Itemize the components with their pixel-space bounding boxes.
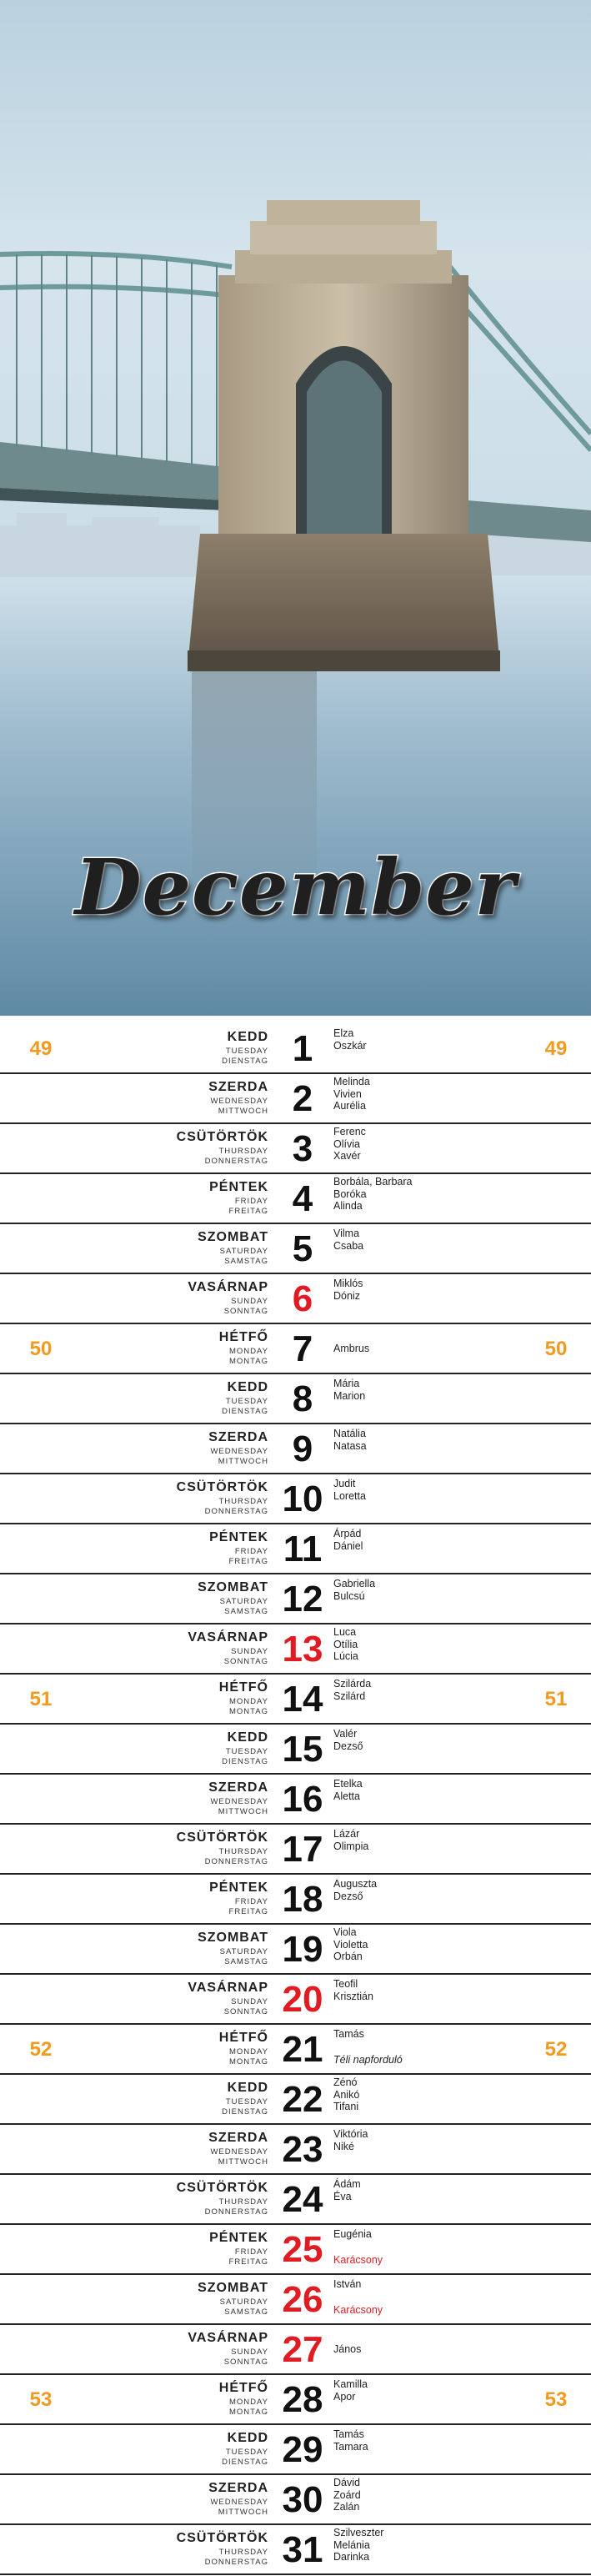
weekday-hu: SZERDA	[208, 1080, 268, 1094]
name-days	[333, 1828, 483, 1852]
day-row	[0, 1124, 591, 1174]
weekday-hu: CSÜTÖRTÖK	[176, 1130, 268, 1144]
weekday-hu: KEDD	[227, 1730, 268, 1745]
day-row	[0, 2475, 591, 2525]
weekday-de: MONTAG	[229, 2408, 268, 2417]
weekday-en: TUESDAY	[225, 1747, 268, 1756]
name-day: Lúcia	[333, 1650, 358, 1662]
weekday-en: MONDAY	[229, 2398, 268, 2407]
day-row	[0, 2225, 591, 2275]
name-day: Gabriella	[333, 1578, 376, 1589]
day-number: 4	[292, 1178, 313, 1219]
day-number: 26	[282, 2279, 323, 2320]
name-day: Natália	[333, 1428, 366, 1439]
weekday-de: DIENSTAG	[222, 1057, 268, 1066]
weekday-hu: VASÁRNAP	[188, 2331, 268, 2345]
day-row	[0, 1775, 591, 1825]
name-day: Szilárd	[333, 1690, 366, 1702]
name-day: Dóniz	[333, 1289, 360, 1302]
name-day: Orbán	[333, 1951, 363, 1962]
weekday-en: THURSDAY	[218, 1497, 268, 1506]
name-day: Vilma	[333, 1228, 360, 1239]
day-number: 30	[282, 2479, 323, 2520]
weekday-hu: KEDD	[227, 2431, 268, 2445]
weekday-en: WEDNESDAY	[210, 1447, 268, 1456]
day-row	[0, 1224, 591, 1274]
week-number-right: 53	[544, 2388, 568, 2411]
day-number: 14	[282, 1679, 323, 1720]
weekday-en: MONDAY	[229, 1697, 268, 1706]
name-day: Zalán	[333, 2501, 360, 2513]
day-row	[0, 1274, 591, 1324]
weekday-de: MITTWOCH	[218, 1457, 268, 1466]
weekday-hu: SZERDA	[208, 1430, 268, 1444]
name-day: Apor	[333, 2390, 356, 2403]
weekday-hu: SZOMBAT	[198, 1230, 268, 1244]
day-row	[0, 1374, 591, 1424]
weekday-de: MONTAG	[229, 1707, 268, 1716]
weekday-de: DONNERSTAG	[204, 2558, 268, 2567]
name-days	[333, 1027, 483, 1052]
weekday-de: SAMSTAG	[224, 2307, 268, 2317]
name-day: Anikó	[333, 2088, 360, 2101]
weekday-de: DIENSTAG	[222, 2458, 268, 2467]
weekday-hu: VASÁRNAP	[188, 1630, 268, 1645]
name-days	[333, 1578, 483, 1602]
day-number: 7	[292, 1328, 313, 1369]
name-days	[333, 1528, 483, 1552]
week-number-right: 51	[544, 1688, 568, 1710]
weekday-de: SONNTAG	[223, 1657, 268, 1666]
weekday-de: MITTWOCH	[218, 2508, 268, 2517]
day-row	[0, 1624, 591, 1675]
name-days	[333, 1978, 483, 2002]
weekday-de: MONTAG	[229, 1357, 268, 1366]
weekday-en: THURSDAY	[218, 1847, 268, 1856]
name-day: Otília	[333, 1638, 358, 1650]
name-day: Zoárd	[333, 2488, 361, 2501]
name-day: Zénó	[333, 2076, 358, 2088]
name-day: Krisztián	[333, 1990, 373, 2002]
week-number-left: 53	[29, 2388, 53, 2411]
name-days	[333, 1626, 483, 1663]
day-number: 22	[282, 2079, 323, 2120]
day-number: 12	[282, 1579, 323, 1619]
weekday-en: TUESDAY	[225, 1047, 268, 1056]
name-day: Eugénia	[333, 2228, 372, 2240]
day-number: 31	[282, 2529, 323, 2570]
weekday-de: DIENSTAG	[222, 1407, 268, 1416]
day-row	[0, 1424, 591, 1474]
name-day: Bulcsú	[333, 1589, 365, 1602]
weekday-en: SATURDAY	[219, 1947, 268, 1956]
name-days	[333, 1378, 483, 1402]
name-day: Szilárda	[333, 1678, 372, 1690]
day-row	[0, 1574, 591, 1624]
day-number: 29	[282, 2429, 323, 2470]
name-day: Borbála, Barbara	[333, 1176, 413, 1188]
name-day: Darinka	[333, 2551, 370, 2563]
day-number: 17	[282, 1829, 323, 1870]
weekday-hu: HÉTFŐ	[218, 2031, 268, 2045]
weekday-en: WEDNESDAY	[210, 1797, 268, 1806]
day-number: 1	[292, 1028, 313, 1069]
week-number-left: 49	[29, 1037, 53, 1060]
name-days	[333, 1428, 483, 1452]
name-day: Oszkár	[333, 1039, 367, 1052]
name-day: Olívia	[333, 1137, 360, 1150]
weekday-hu: CSÜTÖRTÖK	[176, 2531, 268, 2545]
day-list	[0, 1024, 591, 2575]
name-day: Lázár	[333, 1828, 360, 1840]
weekday-en: THURSDAY	[218, 1147, 268, 1156]
weekday-de: DIENSTAG	[222, 2107, 268, 2117]
name-day: Viktória	[333, 2128, 368, 2140]
weekday-de: FREITAG	[228, 2257, 268, 2267]
name-day: Marion	[333, 1389, 366, 1402]
weekday-de: FREITAG	[228, 1557, 268, 1566]
day-row	[0, 1324, 591, 1374]
name-days	[333, 1076, 483, 1112]
day-number: 3	[292, 1128, 313, 1169]
day-row	[0, 1925, 591, 1975]
day-row	[0, 1474, 591, 1524]
name-day: Aurélia	[333, 1100, 366, 1112]
week-number-right: 50	[544, 1338, 568, 1360]
day-number: 27	[282, 2329, 323, 2370]
notable-day: Téli napforduló	[333, 2053, 403, 2066]
weekday-de: SONNTAG	[223, 2007, 268, 2016]
name-days	[333, 2076, 483, 2113]
day-row	[0, 2175, 591, 2225]
name-days	[333, 1926, 483, 1963]
name-days	[333, 2378, 483, 2403]
name-day: Dániel	[333, 1539, 363, 1552]
weekday-hu: HÉTFŐ	[218, 1680, 268, 1695]
weekday-en: THURSDAY	[218, 2197, 268, 2207]
name-days	[333, 1228, 483, 1252]
weekday-de: FREITAG	[228, 1207, 268, 1216]
day-number: 18	[282, 1879, 323, 1920]
name-day: Dávid	[333, 2477, 360, 2488]
weekday-en: SATURDAY	[219, 2297, 268, 2307]
day-number: 21	[282, 2029, 323, 2070]
name-days	[333, 2278, 483, 2316]
day-row	[0, 1174, 591, 1224]
weekday-en: SATURDAY	[219, 1247, 268, 1256]
weekday-hu: PÉNTEK	[209, 1530, 268, 1544]
weekday-de: DONNERSTAG	[204, 1507, 268, 1516]
weekday-en: FRIDAY	[234, 1547, 268, 1556]
name-days	[333, 2178, 483, 2202]
week-number-right: 52	[544, 2038, 568, 2061]
name-days	[333, 2428, 483, 2453]
weekday-hu: VASÁRNAP	[188, 1981, 268, 1995]
name-day: Xavér	[333, 1150, 361, 1162]
day-row	[0, 2275, 591, 2325]
weekday-en: THURSDAY	[218, 2548, 268, 2557]
weekday-en: SATURDAY	[219, 1597, 268, 1606]
weekday-hu: PÉNTEK	[209, 1180, 268, 1194]
name-day: Etelka	[333, 1778, 363, 1790]
name-days	[333, 2527, 483, 2563]
weekday-de: SONNTAG	[223, 1307, 268, 1316]
name-day: Elza	[333, 1027, 354, 1039]
day-number: 8	[292, 1378, 313, 1419]
day-row	[0, 2125, 591, 2175]
weekday-de: DONNERSTAG	[204, 1157, 268, 1166]
name-day: Csaba	[333, 1239, 364, 1252]
day-row	[0, 2325, 591, 2375]
name-days	[333, 1728, 483, 1752]
weekday-hu: SZOMBAT	[198, 1931, 268, 1945]
weekday-hu: SZERDA	[208, 2481, 268, 2495]
holiday-label: Karácsony	[333, 2303, 383, 2316]
name-day: Árpád	[333, 1528, 362, 1539]
name-day: István	[333, 2278, 362, 2290]
name-day: Tamara	[333, 2440, 368, 2453]
day-number: 20	[282, 1979, 323, 2020]
weekday-de: DONNERSTAG	[204, 1857, 268, 1866]
name-day: Ambrus	[333, 1343, 370, 1354]
weekday-en: SUNDAY	[231, 1647, 268, 1656]
day-number: 9	[292, 1429, 313, 1469]
weekday-hu: KEDD	[227, 2081, 268, 2095]
day-row	[0, 1825, 591, 1875]
weekday-hu: HÉTFŐ	[218, 2381, 268, 2395]
day-number: 24	[282, 2179, 323, 2220]
weekday-hu: SZOMBAT	[198, 2281, 268, 2295]
weekday-de: DIENSTAG	[222, 1757, 268, 1766]
weekday-hu: CSÜTÖRTÖK	[176, 2181, 268, 2195]
weekday-en: SUNDAY	[231, 1997, 268, 2006]
name-day: Tamás	[333, 2428, 364, 2440]
weekday-de: SAMSTAG	[224, 1257, 268, 1266]
week-number-left: 51	[29, 1688, 53, 1710]
weekday-de: SONNTAG	[223, 2358, 268, 2367]
month-title: December	[74, 842, 517, 932]
day-number: 10	[282, 1479, 323, 1519]
weekday-hu: SZERDA	[208, 1780, 268, 1795]
day-number: 19	[282, 1929, 323, 1970]
name-days	[333, 1176, 483, 1213]
name-day: Ferenc	[333, 1126, 366, 1137]
name-day: Ádám	[333, 2178, 361, 2190]
weekday-en: SUNDAY	[231, 2348, 268, 2357]
name-days	[333, 2128, 483, 2152]
weekday-hu: CSÜTÖRTÖK	[176, 1480, 268, 1494]
weekday-en: TUESDAY	[225, 2448, 268, 2457]
week-number-left: 50	[29, 1338, 53, 1360]
weekday-en: TUESDAY	[225, 2097, 268, 2106]
weekday-en: MONDAY	[229, 1347, 268, 1356]
day-number: 2	[292, 1078, 313, 1119]
name-day: Tamás	[333, 2028, 364, 2040]
weekday-en: WEDNESDAY	[210, 2147, 268, 2157]
name-day: Niké	[333, 2140, 355, 2152]
name-day: Kamilla	[333, 2378, 368, 2390]
day-number: 15	[282, 1729, 323, 1770]
day-row	[0, 2075, 591, 2125]
day-number: 16	[282, 1779, 323, 1820]
name-day: Auguszta	[333, 1878, 378, 1890]
day-row	[0, 2525, 591, 2575]
weekday-de: SAMSTAG	[224, 1607, 268, 1616]
name-days	[333, 1343, 483, 1355]
day-row	[0, 1675, 591, 1725]
weekday-hu: PÉNTEK	[209, 2231, 268, 2245]
day-number: 5	[292, 1228, 313, 1269]
day-row	[0, 2025, 591, 2075]
holiday-label: Karácsony	[333, 2253, 383, 2266]
day-row	[0, 1024, 591, 1074]
day-row	[0, 2425, 591, 2475]
week-number-right: 49	[544, 1037, 568, 1060]
day-number: 25	[282, 2229, 323, 2270]
name-days	[333, 1278, 483, 1302]
name-day: Judit	[333, 1478, 356, 1489]
weekday-hu: KEDD	[227, 1380, 268, 1394]
name-day: Aletta	[333, 1790, 360, 1802]
weekday-en: FRIDAY	[234, 2247, 268, 2257]
name-day: János	[333, 2343, 362, 2355]
weekday-hu: PÉNTEK	[209, 1881, 268, 1895]
weekday-hu: HÉTFŐ	[218, 1330, 268, 1344]
day-number: 13	[282, 1629, 323, 1670]
name-day: Melinda	[333, 1076, 370, 1087]
weekday-de: SAMSTAG	[224, 1957, 268, 1966]
name-day: Tifani	[333, 2101, 359, 2112]
day-row	[0, 2375, 591, 2425]
weekday-en: WEDNESDAY	[210, 2498, 268, 2507]
weekday-en: WEDNESDAY	[210, 1097, 268, 1106]
name-day: Dezső	[333, 1890, 363, 1902]
day-row	[0, 1074, 591, 1124]
name-day: Mária	[333, 1378, 360, 1389]
name-day: Natasa	[333, 1439, 367, 1452]
name-days	[333, 1678, 483, 1702]
weekday-de: FREITAG	[228, 1907, 268, 1916]
day-number: 23	[282, 2129, 323, 2170]
name-days	[333, 1778, 483, 1802]
name-days	[333, 1126, 483, 1162]
weekday-hu: VASÁRNAP	[188, 1280, 268, 1294]
name-day: Teofil	[333, 1978, 358, 1990]
name-days	[333, 1878, 483, 1902]
weekday-en: MONDAY	[229, 2047, 268, 2056]
name-day: Dezső	[333, 1740, 363, 1752]
name-day: Viola	[333, 1926, 357, 1938]
day-row	[0, 1725, 591, 1775]
name-day: Olimpia	[333, 1840, 369, 1852]
name-days	[333, 1478, 483, 1502]
weekday-de: MITTWOCH	[218, 1807, 268, 1816]
name-day: Valér	[333, 1728, 358, 1740]
weekday-en: SUNDAY	[231, 1297, 268, 1306]
day-row	[0, 1975, 591, 2025]
weekday-de: MITTWOCH	[218, 2157, 268, 2167]
weekday-hu: CSÜTÖRTÖK	[176, 1830, 268, 1845]
weekday-en: FRIDAY	[234, 1897, 268, 1906]
weekday-hu: KEDD	[227, 1030, 268, 1044]
name-days	[333, 2028, 483, 2066]
week-number-left: 52	[29, 2038, 53, 2061]
name-day: Boróka	[333, 1188, 367, 1200]
name-day: Melánia	[333, 2538, 370, 2551]
weekday-de: DONNERSTAG	[204, 2207, 268, 2217]
name-day: Violetta	[333, 1938, 368, 1951]
weekday-hu: SZERDA	[208, 2131, 268, 2145]
name-day: Loretta	[333, 1489, 366, 1502]
day-row	[0, 1875, 591, 1925]
day-number: 11	[283, 1529, 323, 1569]
name-days	[333, 2477, 483, 2513]
name-days	[333, 2343, 483, 2356]
name-day: Alinda	[333, 1200, 363, 1212]
name-day: Éva	[333, 2190, 352, 2202]
name-day: Szilveszter	[333, 2527, 384, 2538]
weekday-de: MONTAG	[229, 2057, 268, 2066]
day-number: 28	[282, 2379, 323, 2420]
name-days	[333, 2228, 483, 2266]
weekday-de: MITTWOCH	[218, 1107, 268, 1116]
name-day: Luca	[333, 1626, 357, 1638]
weekday-en: TUESDAY	[225, 1397, 268, 1406]
name-day: Miklós	[333, 1278, 363, 1289]
weekday-en: FRIDAY	[234, 1197, 268, 1206]
name-day: Vivien	[333, 1087, 362, 1100]
day-row	[0, 1524, 591, 1574]
weekday-hu: SZOMBAT	[198, 1580, 268, 1594]
day-number: 6	[292, 1278, 313, 1319]
